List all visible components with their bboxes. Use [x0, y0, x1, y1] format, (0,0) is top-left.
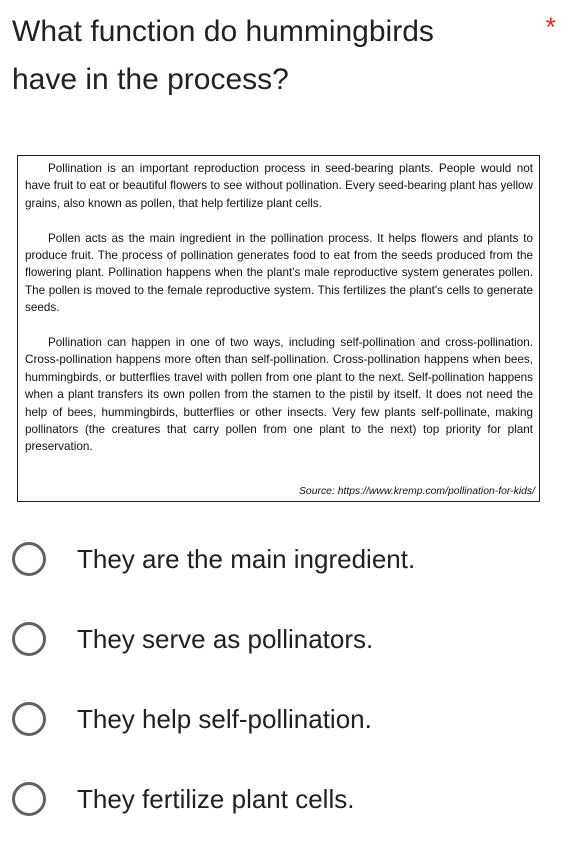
radio-button-icon[interactable] [12, 622, 46, 656]
passage-paragraph-3: Pollination can happen in one of two ways, including self-pollination and cross-pollination. Cross-pollination happens more often than self-pollination. Cross-pollination happens when bees, hummingbirds, or butterflies travel with pollen from one plant to the next. Self-pollination happens when a plant transfers its own pollen from the stamen to the pistil by itself. It does not need the help of bees, hummingbirds, butterflies or other insects. Very few plants self-pollinate, making pollinators (the creatures that carry pollen from one plant to the next) top priority for plant preservation. [25, 336, 533, 454]
radio-button-icon[interactable] [12, 702, 46, 736]
passage-source: Source: https://www.kremp.com/pollination-for-kids/ [299, 486, 535, 497]
question-title [12, 8, 512, 104]
passage-paragraph-1: Pollination is an important reproduction process in seed-bearing plants. People would not have fruit to eat or beautiful flowers to see without pollination. Every seed-bearing plant has yellow grains, also known as pollen, that help fertilize plant cells. [25, 162, 533, 210]
option-pollinators[interactable] [12, 617, 552, 661]
passage-image [17, 155, 540, 502]
option-self-pollination[interactable] [12, 697, 552, 741]
required-marker: * [545, 12, 556, 42]
option-label: They are the main ingredient. [77, 544, 416, 574]
option-fertilize-cells[interactable] [12, 777, 552, 821]
question-line-2: have in the process? [12, 63, 289, 96]
option-label: They help self-pollination. [77, 704, 372, 734]
radio-button-icon[interactable] [12, 782, 46, 816]
passage-paragraph-2: Pollen acts as the main ingredient in the pollination process. It helps flowers and plants to produce fruit. The process of pollination generates food to eat from the seeds produced from the flowering plant. Pollination happens when the plant's male reproductive system generates pollen. The pollen is moved to the female reproductive system. This fertilizes the plant's cells to generate seeds. [25, 231, 533, 315]
option-label: They fertilize plant cells. [77, 784, 355, 814]
option-label: They serve as pollinators. [77, 624, 374, 654]
question-line-1: What function do hummingbirds [12, 15, 434, 48]
option-main-ingredient[interactable] [12, 537, 552, 581]
radio-button-icon[interactable] [12, 542, 46, 576]
